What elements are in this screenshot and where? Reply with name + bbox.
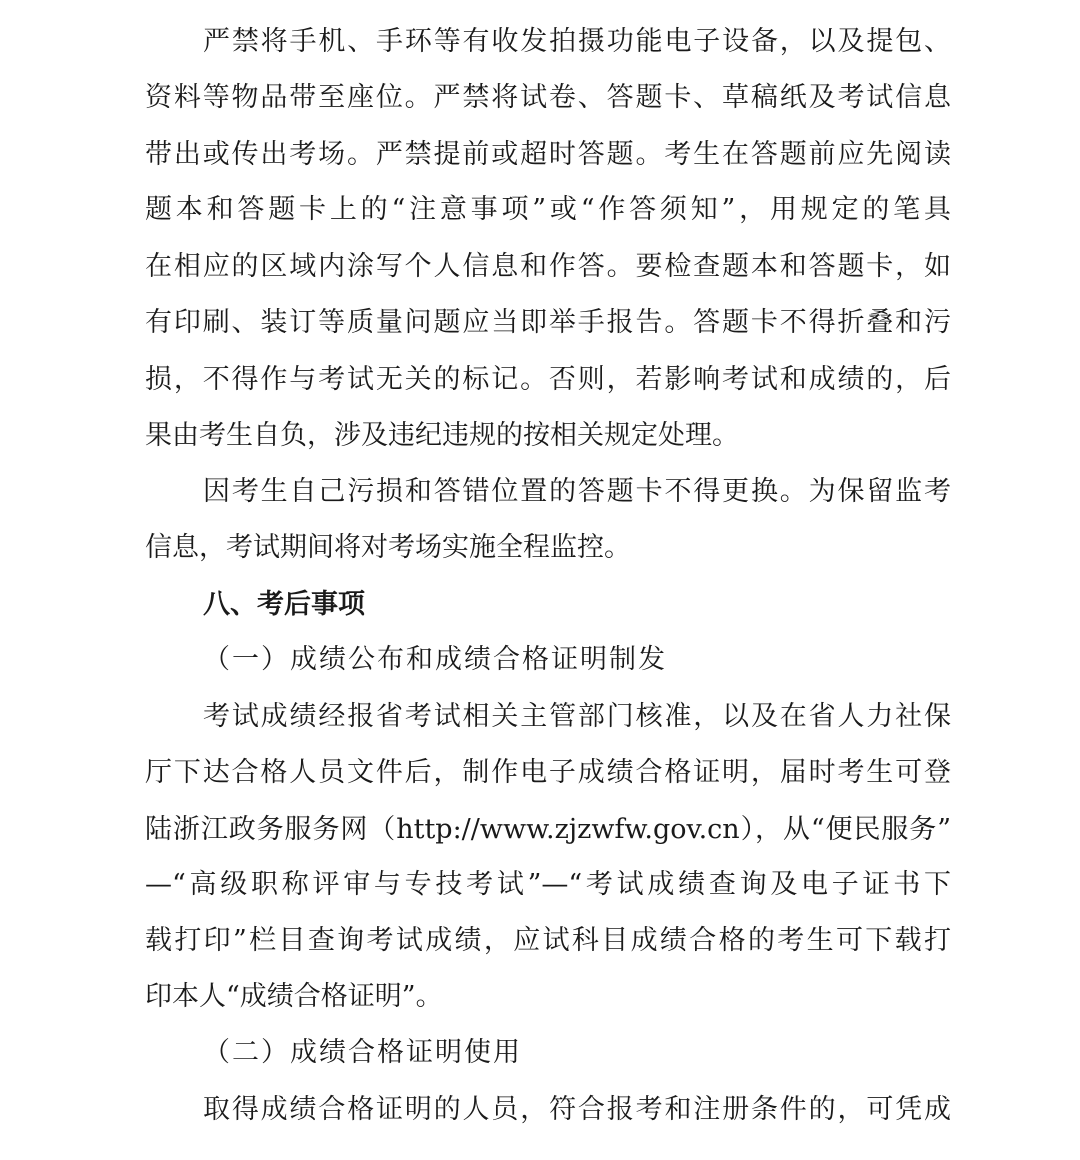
paragraph-line: 陆浙江政务服务网（http://www.zjzwfw.gov.cn），从“便民服务”	[145, 814, 951, 845]
paragraph-line: 带出或传出考场。严禁提前或超时答题。考生在答题前应先阅读	[145, 139, 951, 170]
paragraph-line: 在相应的区域内涂写个人信息和作答。要检查题本和答题卡，如	[145, 251, 951, 282]
paragraph-line: 资料等物品带至座位。严禁将试卷、答题卡、草稿纸及考试信息	[145, 82, 951, 113]
paragraph-line: —“高级职称评审与专技考试”—“考试成绩查询及电子证书下	[145, 869, 951, 900]
subsection-heading: （一）成绩公布和成绩合格证明制发	[203, 644, 667, 675]
paragraph-line: 有印刷、装订等质量问题应当即举手报告。答题卡不得折叠和污	[145, 307, 951, 338]
paragraph-line: 厅下达合格人员文件后，制作电子成绩合格证明，届时考生可登	[145, 757, 951, 788]
paragraph-line: 取得成绩合格证明的人员，符合报考和注册条件的，可凭成	[203, 1094, 951, 1125]
paragraph-line: 题本和答题卡上的“注意事项”或“作答须知”，用规定的笔具	[145, 194, 951, 225]
paragraph-line: 因考生自己污损和答错位置的答题卡不得更换。为保留监考	[203, 476, 951, 507]
paragraph-line: 印本人“成绩合格证明”。	[145, 981, 443, 1012]
paragraph-line: 严禁将手机、手环等有收发拍摄功能电子设备，以及提包、	[203, 26, 951, 57]
subsection-heading: （二）成绩合格证明使用	[203, 1037, 522, 1068]
paragraph-line: 信息，考试期间将对考场实施全程监控。	[145, 532, 631, 563]
section-heading: 八、考后事项	[203, 589, 365, 620]
paragraph-line: 载打印”栏目查询考试成绩，应试科目成绩合格的考生可下载打	[145, 925, 951, 956]
paragraph-line: 果由考生自负，涉及违纪违规的按相关规定处理。	[145, 420, 739, 451]
paragraph-line: 考试成绩经报省考试相关主管部门核准，以及在省人力社保	[203, 701, 951, 732]
paragraph-line: 损，不得作与考试无关的标记。否则，若影响考试和成绩的，后	[145, 364, 951, 395]
